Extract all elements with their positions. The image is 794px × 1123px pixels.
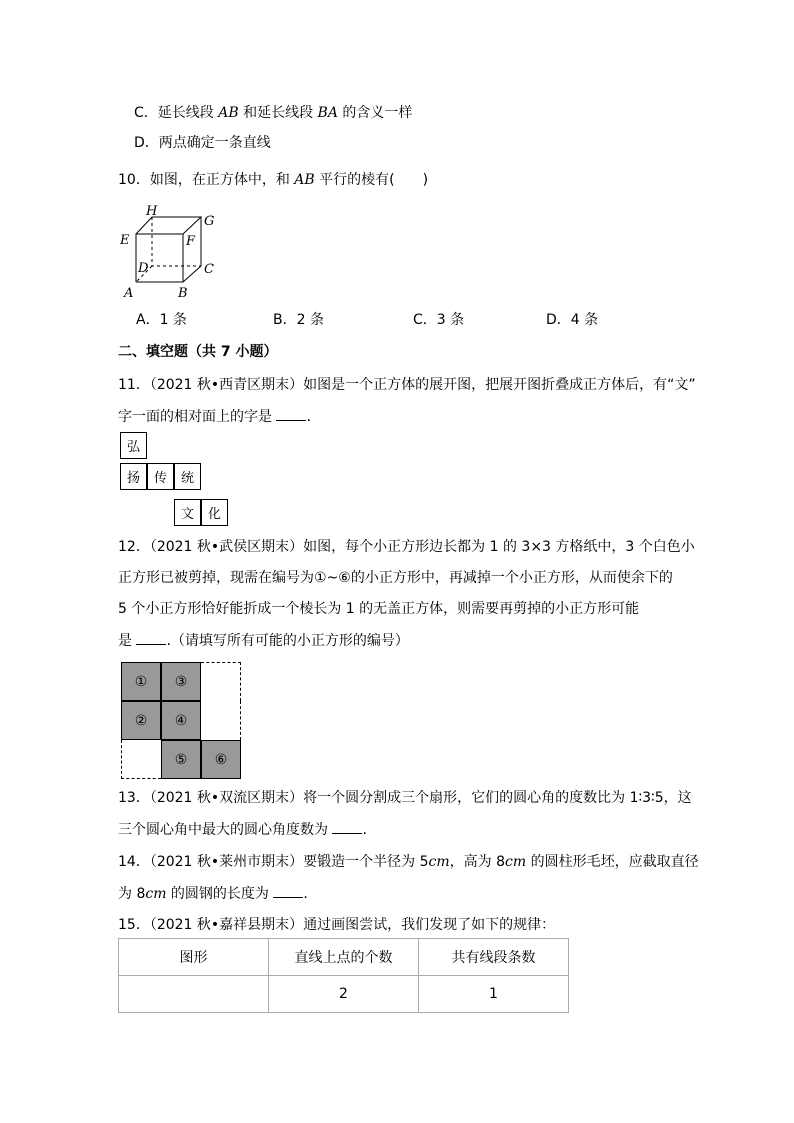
q14-line2: [118, 883, 308, 904]
net-cell-6: 化: [201, 499, 228, 526]
label-h: H: [146, 204, 158, 219]
q10-stem-text-end: 平行的棱有( ): [314, 172, 429, 188]
section-title: 二、填空题（共 7 小题）: [118, 344, 278, 360]
q10-segment-ab: AB: [294, 172, 315, 188]
q10-option-d: D．4 条: [546, 312, 599, 328]
q15-line1: 15．（2021 秋•嘉祥县期末）通过画图尝试，我们发现了如下的规律：: [118, 917, 556, 933]
unit-cm-2: cm: [505, 854, 527, 870]
q9-option-c: [134, 103, 412, 123]
table-header-row: [119, 939, 569, 976]
net-cell-4: 统: [174, 463, 201, 490]
q12-line4-end: .（请填写所有可能的小正方形的编号）: [166, 633, 409, 649]
q13-line2-text: 三个圆心角中最大的圆心角度数为: [118, 822, 328, 838]
grid-cell-removed-3: [121, 740, 161, 779]
header-figure: 图形: [119, 939, 269, 976]
label-d: D: [138, 261, 149, 276]
cell-segment-count: 1: [419, 976, 569, 1013]
q10-option-a: A．1 条: [136, 312, 187, 328]
q12-line4: [118, 630, 409, 651]
label-b: B: [178, 286, 188, 301]
q12-answer-blank: [136, 630, 166, 645]
q13-line1: 13．（2021 秋•双流区期末）将一个圆分割成三个扇形，它们的圆心角的度数比为 1∶3∶5，这: [118, 790, 692, 806]
cube-diagram: [112, 200, 222, 305]
q12-line1: 12．（2021 秋•武侯区期末）如图，每个小正方形边长都为 1 的 3×3 方格纸中，3 个白色小: [118, 539, 695, 555]
net-cell-2: 扬: [120, 463, 147, 490]
grid-cell-removed-1: [201, 662, 241, 701]
q13-line2-end: .: [362, 822, 367, 838]
q10-stem: [118, 170, 428, 190]
grid-cell-removed-2: [201, 701, 241, 740]
header-point-count: 直线上点的个数: [269, 939, 419, 976]
q12-line2: 正方形已被剪掉，现需在编号为①~⑥的小正方形中，再减掉一个小正方形，从而使余下的: [118, 570, 673, 586]
segment-ba: BA: [317, 105, 338, 121]
q11-line2-text: 字一面的相对面上的字是: [118, 409, 272, 425]
q11-line2: [118, 406, 311, 427]
net-cell-5: 文: [174, 499, 201, 526]
q11-line1: 11．（2021 秋•西青区期末）如图是一个正方体的展开图，把展开图折叠成正方体后，有“文”: [118, 377, 696, 393]
q14-line2-mid: 的圆钢的长度为: [166, 886, 269, 902]
q14-line1-text: 14．（2021 秋•莱州市期末）要锻造一个半径为 5: [118, 854, 429, 870]
cube-right-face: [183, 217, 201, 282]
label-e: E: [120, 233, 130, 248]
cell-figure: [119, 976, 269, 1013]
label-a: A: [124, 286, 134, 301]
grid-cell-2: ②: [121, 701, 161, 740]
q10-stem-text: 10．如图，在正方体中，和: [118, 172, 295, 188]
header-segment-count: 共有线段条数: [419, 939, 569, 976]
q12-line3: 5 个小正方形恰好能折成一个棱长为 1 的无盖正方体，则需要再剪掉的小正方形可能: [118, 601, 640, 617]
q11-line2-end: .: [306, 409, 311, 425]
q9-option-d: D．两点确定一条直线: [134, 135, 271, 151]
table-row: [119, 976, 569, 1013]
q14-line1-mid: ，高为 8: [449, 854, 505, 870]
grid-cell-5: ⑤: [161, 740, 201, 779]
grid-3x3: [121, 662, 241, 780]
q14-line1-end: 的圆柱形毛坯，应截取直径: [526, 854, 699, 870]
grid-cell-3: ③: [161, 662, 201, 701]
net-cell-1: 弘: [120, 432, 147, 459]
q14-line2-end: .: [303, 886, 308, 902]
net-cell-3: 传: [147, 463, 174, 490]
unit-cm-3: cm: [145, 886, 167, 902]
cell-point-count: 2: [269, 976, 419, 1013]
q14-line2-text: 为 8: [118, 886, 146, 902]
rule-table: [118, 938, 569, 1013]
grid-cell-1: ①: [121, 662, 161, 701]
segment-ab: AB: [218, 105, 239, 121]
label-f: F: [186, 234, 196, 249]
q9-option-c-text-mid: 和延长线段: [238, 105, 318, 121]
q10-option-b: B．2 条: [273, 312, 324, 328]
q13-answer-blank: [332, 819, 362, 834]
label-g: G: [204, 214, 215, 229]
q10-option-c: C．3 条: [413, 312, 465, 328]
cube-top-face: [136, 217, 201, 234]
unit-cm-1: cm: [428, 854, 450, 870]
q9-option-c-text-end: 的含义一样: [337, 105, 413, 121]
grid-cell-6: ⑥: [201, 740, 241, 779]
q14-answer-blank: [273, 883, 303, 898]
label-c: C: [204, 262, 214, 277]
q11-answer-blank: [276, 406, 306, 421]
q12-line4-text: 是: [118, 633, 132, 649]
q14-line1: [118, 852, 699, 872]
grid-cell-4: ④: [161, 701, 201, 740]
q9-option-c-text: C．延长线段: [134, 105, 219, 121]
q13-line2: [118, 819, 367, 840]
